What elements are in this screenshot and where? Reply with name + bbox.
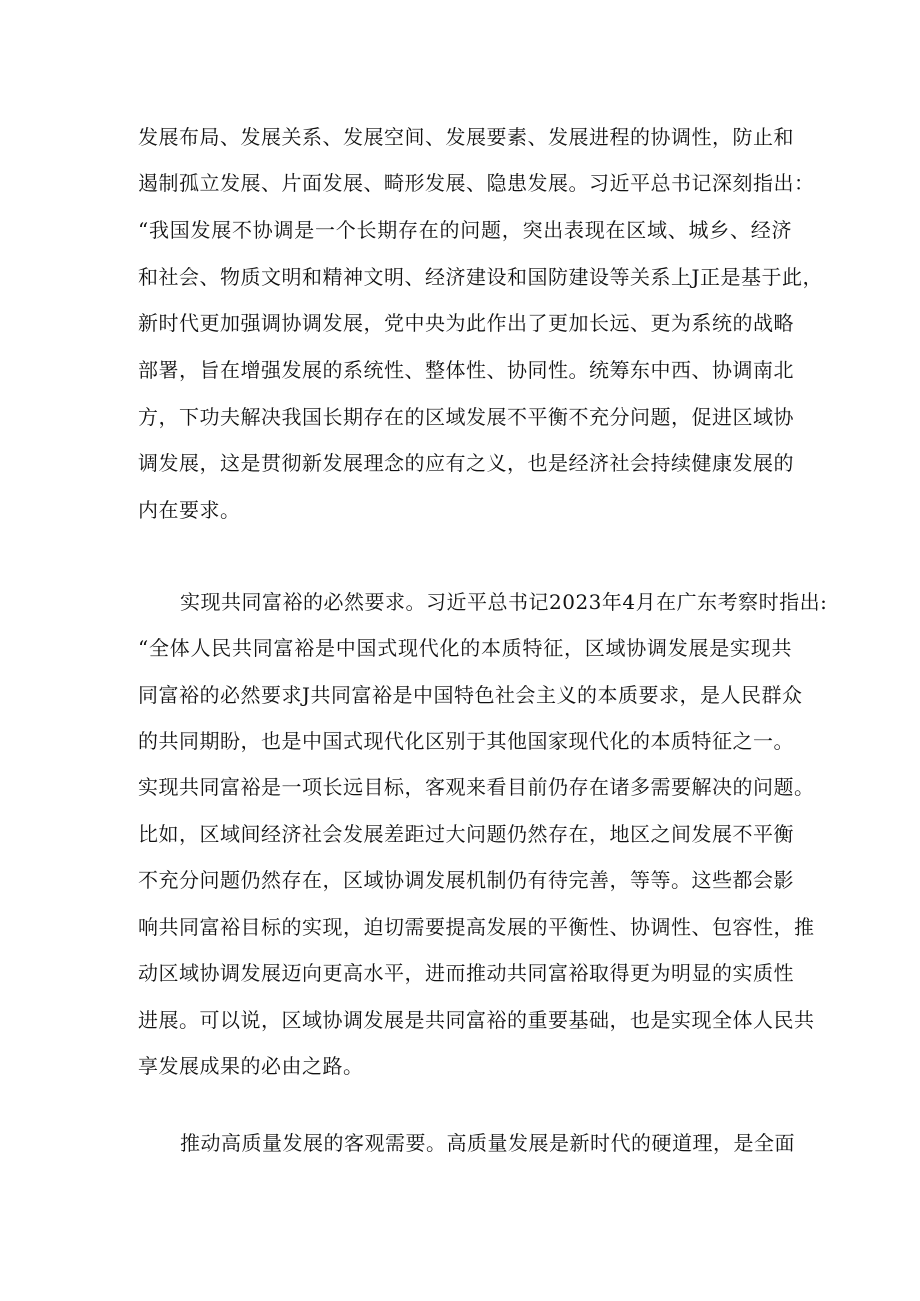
text-line: 同富裕的必然要求J共同富裕是中国特色社会主义的本质要求，是人民群众: [138, 683, 803, 707]
text-line: 方，下功夫解决我国长期存在的区域发展不平衡不充分问题，促进区域协: [138, 405, 794, 429]
text-line: 响共同富裕目标的实现，迫切需要提高发展的平衡性、协调性、包容性，推: [138, 915, 815, 939]
text-line: 的共同期盼，也是中国式现代化区别于其他国家现代化的本质特征之一。: [138, 729, 794, 753]
text-line: 推动高质量发展的客观需要。高质量发展是新时代的硬道理，是全面: [180, 1131, 795, 1155]
text-line: “我国发展不协调是一个长期存在的问题，突出表现在区域、城乡、经济: [138, 218, 792, 242]
text-line: 不充分问题仍然存在，区域协调发展机制仍有待完善，等等。这些都会影: [138, 868, 794, 892]
text-line: 动区域协调发展迈向更高水平，进而推动共同富裕取得更为明显的实质性: [138, 961, 794, 985]
text-line: 遏制孤立发展、片面发展、畸形发展、隐患发展。习近平总书记深刻指出：: [138, 171, 815, 195]
text-line: 实现共同富裕是一项长远目标，客观来看目前仍存在诸多需要解决的问题。: [138, 775, 815, 799]
text-line: 部署，旨在增强发展的系统性、整体性、协同性。统筹东中西、协调南北: [138, 358, 794, 382]
text-line: 比如，区域间经济社会发展差距过大问题仍然存在，地区之间发展不平衡: [138, 822, 794, 846]
text-line: 内在要求。: [138, 498, 241, 522]
text-line: 新时代更加强调协调发展，党中央为此作出了更加长远、更为系统的战略: [138, 311, 794, 335]
text-line: 进展。可以说，区域协调发展是共同富裕的重要基础，也是实现全体人民共: [138, 1008, 815, 1032]
text-line: 实现共同富裕的必然要求。习近平总书记2023年4月在广东考察时指出:: [180, 590, 828, 614]
text-line: 享发展成果的必由之路。: [138, 1054, 364, 1078]
text-line: 和社会、物质文明和精神文明、经济建设和国防建设等关系上J正是基于此，: [138, 265, 824, 289]
text-line: 发展布局、发展关系、发展空间、发展要素、发展进程的协调性，防止和: [138, 125, 794, 149]
text-line: 调发展，这是贯彻新发展理念的应有之义，也是经济社会持续健康发展的: [138, 451, 794, 475]
text-line: “全体人民共同富裕是中国式现代化的本质特征，区域协调发展是实现共: [138, 636, 792, 660]
